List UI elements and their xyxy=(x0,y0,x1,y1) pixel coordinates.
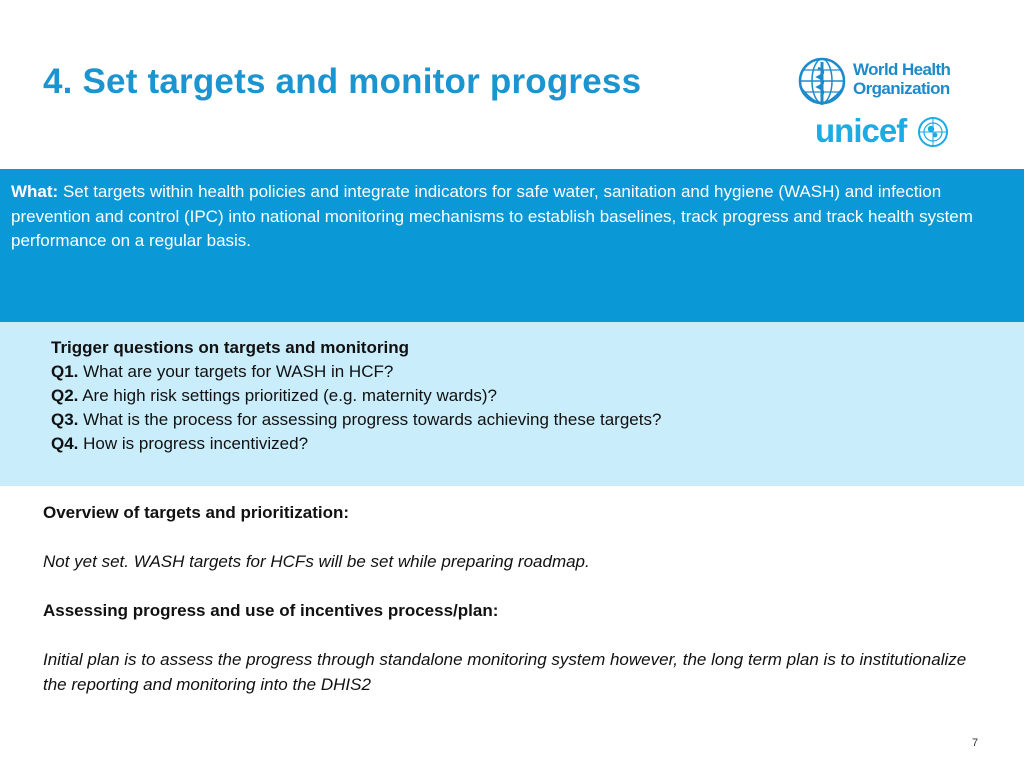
assessing-text: Initial plan is to assess the progress through standalone monitoring system however, the long term plan is to institutionalize the reporting and monitoring into the DHIS2 xyxy=(43,650,967,694)
question-text: How is progress incentivized? xyxy=(83,434,309,453)
trigger-questions-section xyxy=(0,322,1024,486)
question-label: Q1. xyxy=(51,362,79,381)
question-text: Are high risk settings prioritized (e.g. maternity wards)? xyxy=(82,386,497,405)
trigger-heading: Trigger questions on targets and monitoring xyxy=(51,338,409,357)
who-line-1: World Health xyxy=(853,60,951,79)
who-logo xyxy=(797,56,952,108)
overview-heading: Overview of targets and prioritization: xyxy=(43,503,350,522)
question-label: Q4. xyxy=(51,434,79,453)
response-section xyxy=(43,500,993,697)
question-label: Q2. xyxy=(51,386,79,405)
unicef-logo xyxy=(815,114,950,152)
unicef-wordmark: unicef xyxy=(815,112,907,149)
question-item xyxy=(51,408,1024,432)
question-item xyxy=(51,432,1024,456)
who-wordmark xyxy=(853,60,950,98)
question-text: What are your targets for WASH in HCF? xyxy=(83,362,394,381)
unicef-globe-icon xyxy=(917,116,949,148)
what-label: What: xyxy=(11,182,59,201)
assessing-heading: Assessing progress and use of incentives process/plan: xyxy=(43,601,499,620)
slide-title: 4. Set targets and monitor progress xyxy=(43,62,642,101)
page-number: 7 xyxy=(972,737,979,749)
overview-text: Not yet set. WASH targets for HCFs will be set while preparing roadmap. xyxy=(43,552,590,571)
question-label: Q3. xyxy=(51,410,79,429)
question-text: What is the process for assessing progress towards achieving these targets? xyxy=(83,410,662,429)
question-item xyxy=(51,384,1024,408)
what-text: Set targets within health policies and integrate indicators for safe water, sanitation and hygiene (WASH) and infection prevention and control (IPC) into national monitoring mechanisms to establish baselines, track progress and track health system performance on a regular basis. xyxy=(11,182,973,250)
who-emblem-icon xyxy=(797,56,847,106)
what-section xyxy=(0,169,1024,322)
who-line-2: Organization xyxy=(853,79,950,98)
question-item xyxy=(51,360,1024,384)
